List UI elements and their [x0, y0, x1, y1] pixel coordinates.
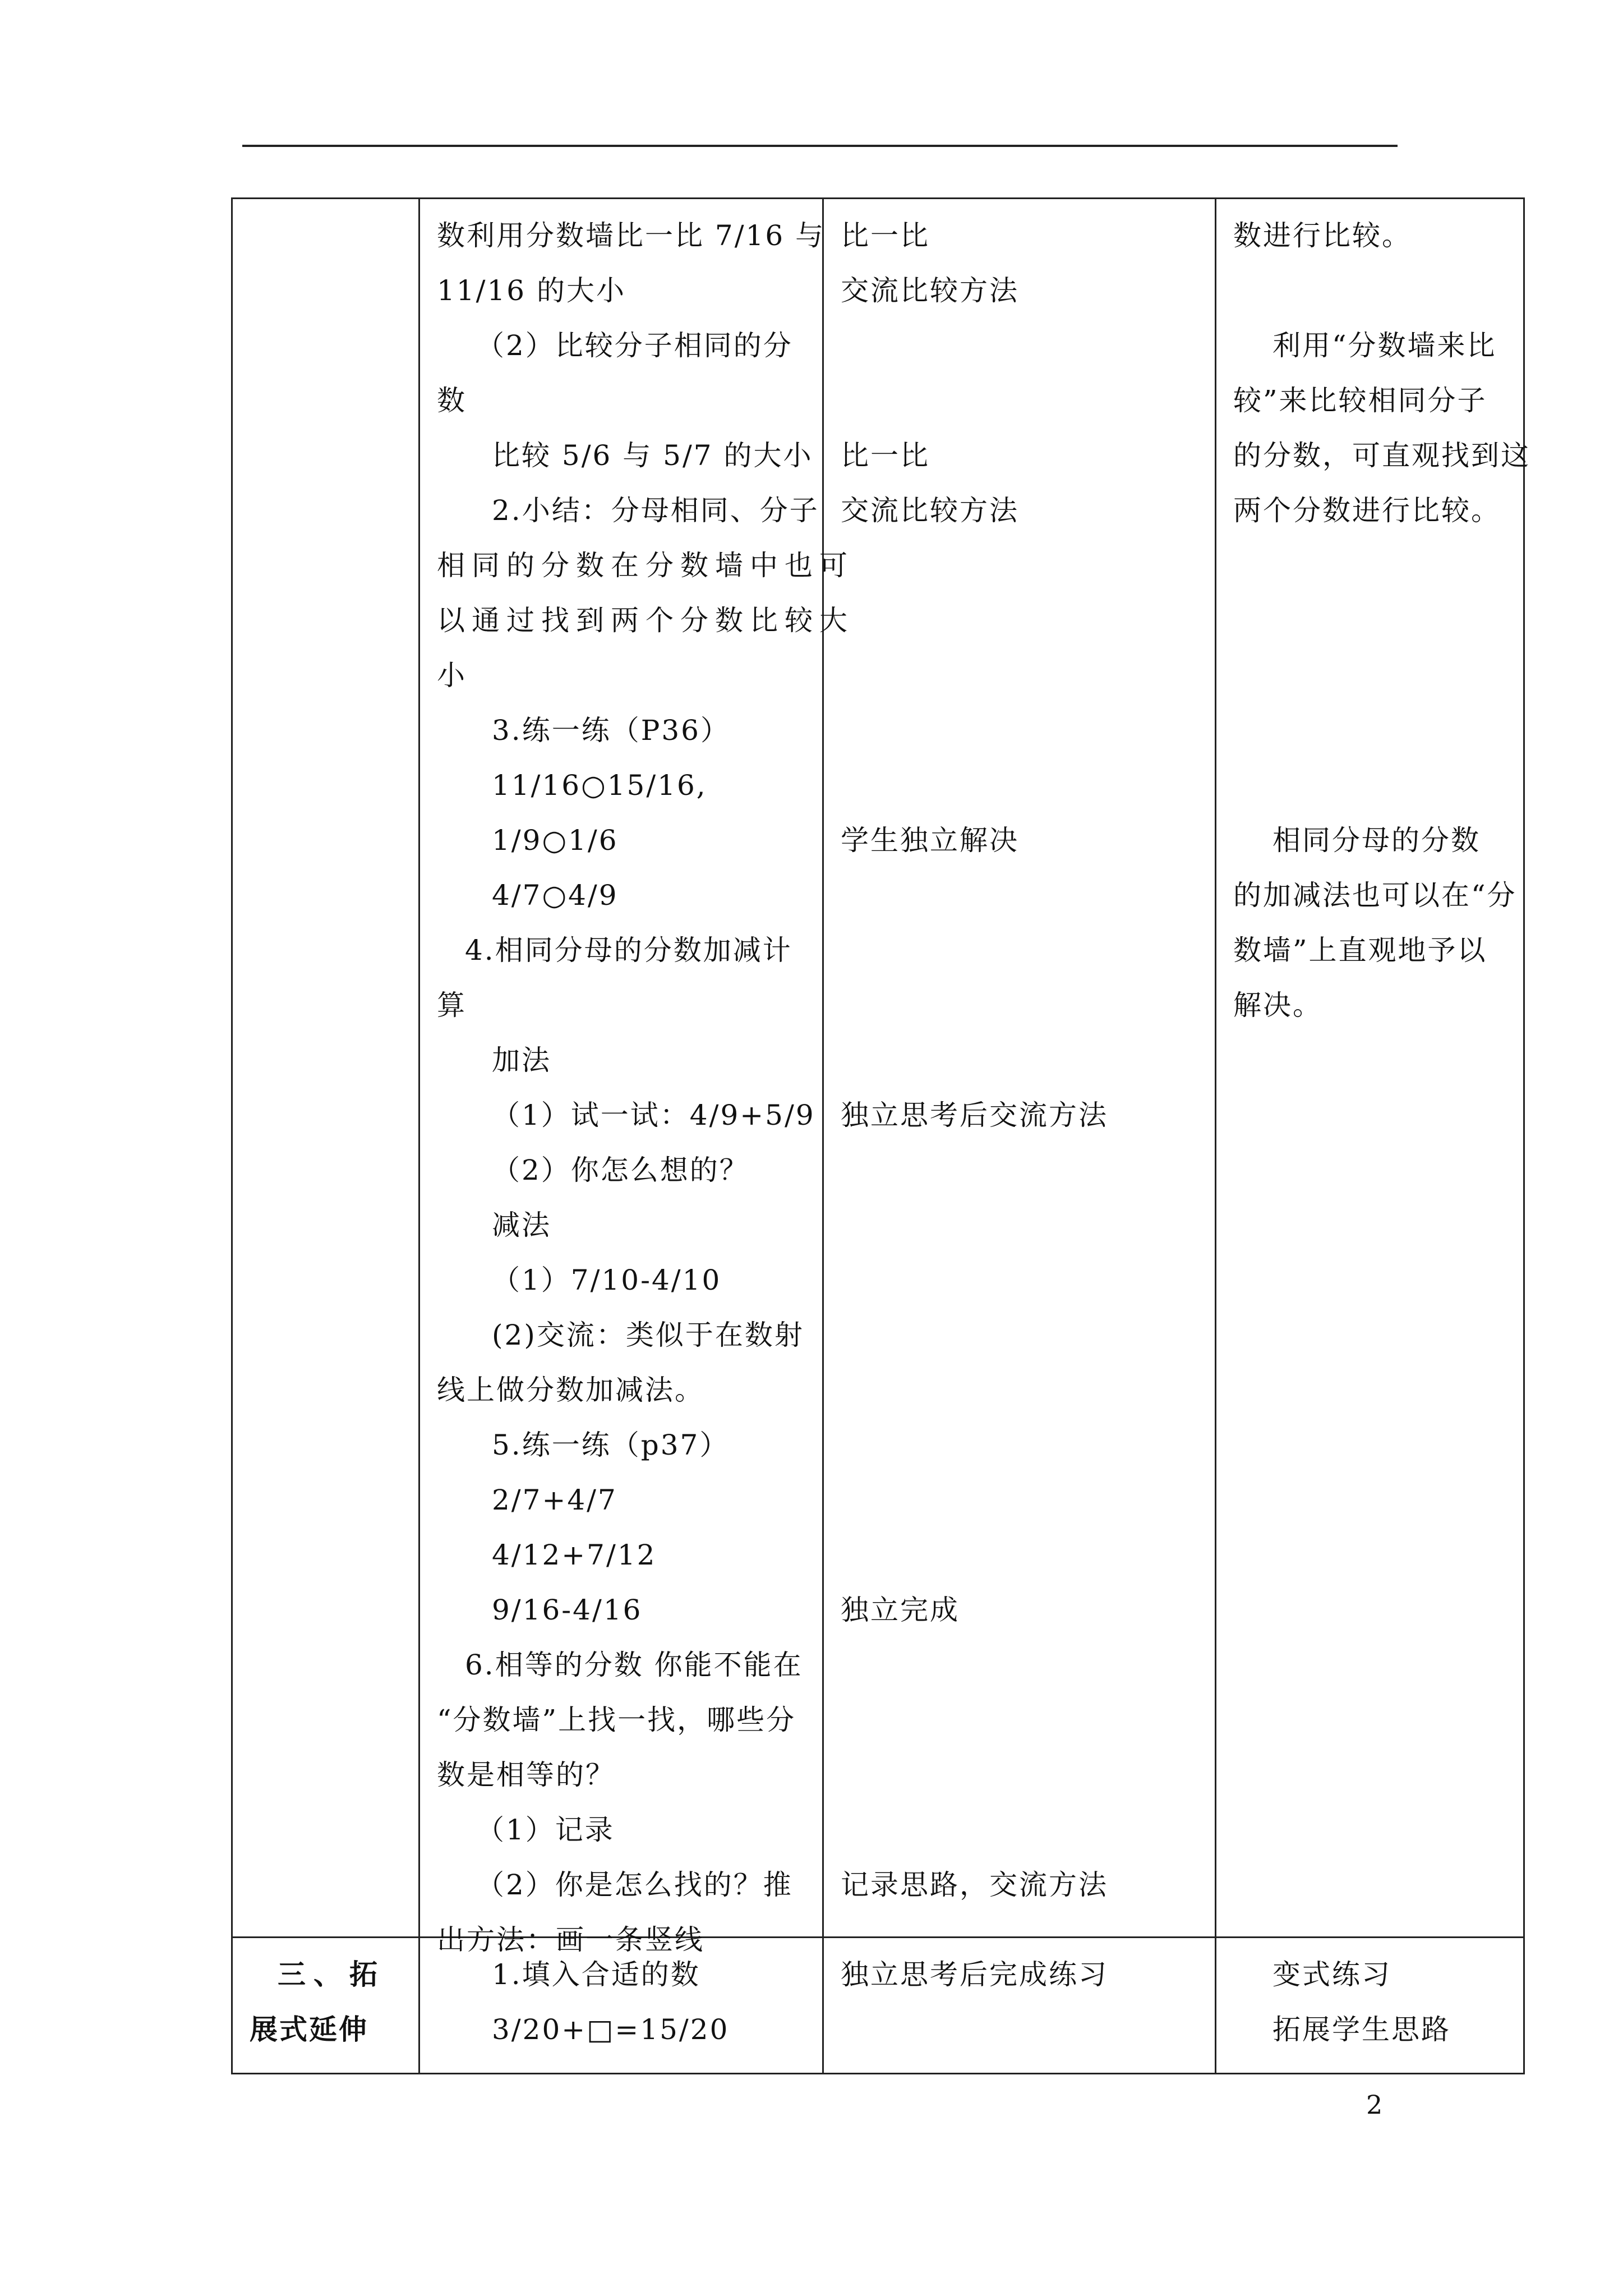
- text-line: 出方法：画一条竖线: [437, 1924, 704, 1956]
- text-line: 比较 5/6 与 5/7 的大小: [492, 439, 813, 472]
- text-line: 数进行比较。: [1233, 219, 1412, 252]
- text-line: 较”来比较相同分子: [1233, 384, 1487, 417]
- stage-title: 三、拓: [278, 1958, 385, 1991]
- text-line: 9/16-4/16: [492, 1594, 643, 1626]
- text-line: （2）比较分子相同的分: [476, 329, 793, 362]
- text-line: 变式练习: [1272, 1958, 1391, 1991]
- text-line: 2.小结：分母相同、分子: [492, 494, 819, 527]
- text-line: 的加减法也可以在“分: [1233, 879, 1517, 912]
- text-line: 4/12+7/12: [492, 1539, 657, 1571]
- text-line: 算: [437, 989, 467, 1022]
- teacher-activity-cell: [419, 199, 854, 1956]
- text-line: 3.练一练（P36）: [492, 714, 730, 747]
- text-line: 11/16○15/16,: [492, 769, 707, 802]
- text-line: 交流比较方法: [841, 494, 1019, 527]
- text-line: “分数墙”上找一找，哪些分: [437, 1704, 796, 1736]
- design-intent-cell: [1216, 199, 1530, 1938]
- text-line: 学生独立解决: [841, 824, 1019, 857]
- table-row: [232, 199, 1524, 1938]
- text-line: 利用“分数墙来比: [1272, 329, 1497, 362]
- text-line: 两个分数进行比较。: [1233, 494, 1501, 527]
- text-line: 2/7+4/7: [492, 1484, 617, 1516]
- text-line: 相同分母的分数: [1272, 824, 1481, 857]
- header-rule: [242, 145, 1398, 147]
- text-line: 拓展学生思路: [1272, 2013, 1451, 2046]
- text-line: 比一比: [841, 219, 930, 252]
- table-row: [232, 1938, 1524, 2074]
- text-line: 独立思考后完成练习: [841, 1958, 1108, 1991]
- text-line: 线上做分数加减法。: [437, 1374, 704, 1406]
- stage-cell: [232, 1938, 419, 2074]
- text-line: 加法: [492, 1044, 551, 1076]
- text-line: （1）7/10-4/10: [492, 1264, 722, 1296]
- text-line: 独立完成: [841, 1594, 960, 1626]
- text-line: 的分数，可直观找到这: [1233, 439, 1530, 472]
- design-intent-cell: [1216, 1938, 1524, 2074]
- text-line: 3/20+□=15/20: [492, 2013, 730, 2046]
- text-line: 解决。: [1233, 989, 1322, 1022]
- text-line: 以通过找到两个分数比较大: [437, 604, 854, 637]
- text-line: （2）你是怎么找的？推: [476, 1869, 793, 1901]
- text-line: （2）你怎么想的？: [492, 1154, 749, 1186]
- text-line: 6.相等的分数 你能不能在: [465, 1649, 803, 1681]
- text-line: 数是相等的？: [437, 1759, 615, 1791]
- text-line: 相同的分数在分数墙中也可: [437, 549, 854, 582]
- teacher-activity-cell: [419, 1938, 823, 2074]
- stage-cell: [232, 199, 419, 1938]
- text-line: 交流比较方法: [841, 274, 1019, 307]
- text-line: 记录思路，交流方法: [841, 1869, 1108, 1901]
- text-line: 数: [437, 384, 467, 417]
- text-line: (2)交流：类似于在数射: [492, 1319, 804, 1351]
- text-line: 数利用分数墙比一比 7/16 与: [437, 219, 826, 252]
- text-line: 比一比: [841, 439, 930, 472]
- text-line: 11/16 的大小: [437, 274, 626, 307]
- text-line: （1）记录: [476, 1814, 615, 1846]
- text-line: 小: [437, 659, 467, 692]
- student-activity-cell: [823, 199, 1216, 1938]
- page-number: 2: [1366, 2090, 1383, 2120]
- text-line: 1/9○1/6: [492, 824, 619, 857]
- text-line: 4.相同分母的分数加减计: [465, 934, 792, 967]
- text-line: 独立思考后交流方法: [841, 1099, 1108, 1131]
- text-line: 4/7○4/9: [492, 879, 619, 912]
- text-line: 数墙”上直观地予以: [1233, 934, 1487, 967]
- text-line: 1.填入合适的数: [492, 1958, 700, 1991]
- student-activity-cell: [823, 1938, 1216, 2074]
- text-line: （1）试一试：4/9+5/9: [492, 1099, 815, 1131]
- stage-title: 展式延伸: [250, 2013, 368, 2046]
- text-line: 5.练一练（p37）: [492, 1429, 730, 1461]
- text-line: 减法: [492, 1209, 551, 1241]
- lesson-plan-table: [231, 197, 1530, 2074]
